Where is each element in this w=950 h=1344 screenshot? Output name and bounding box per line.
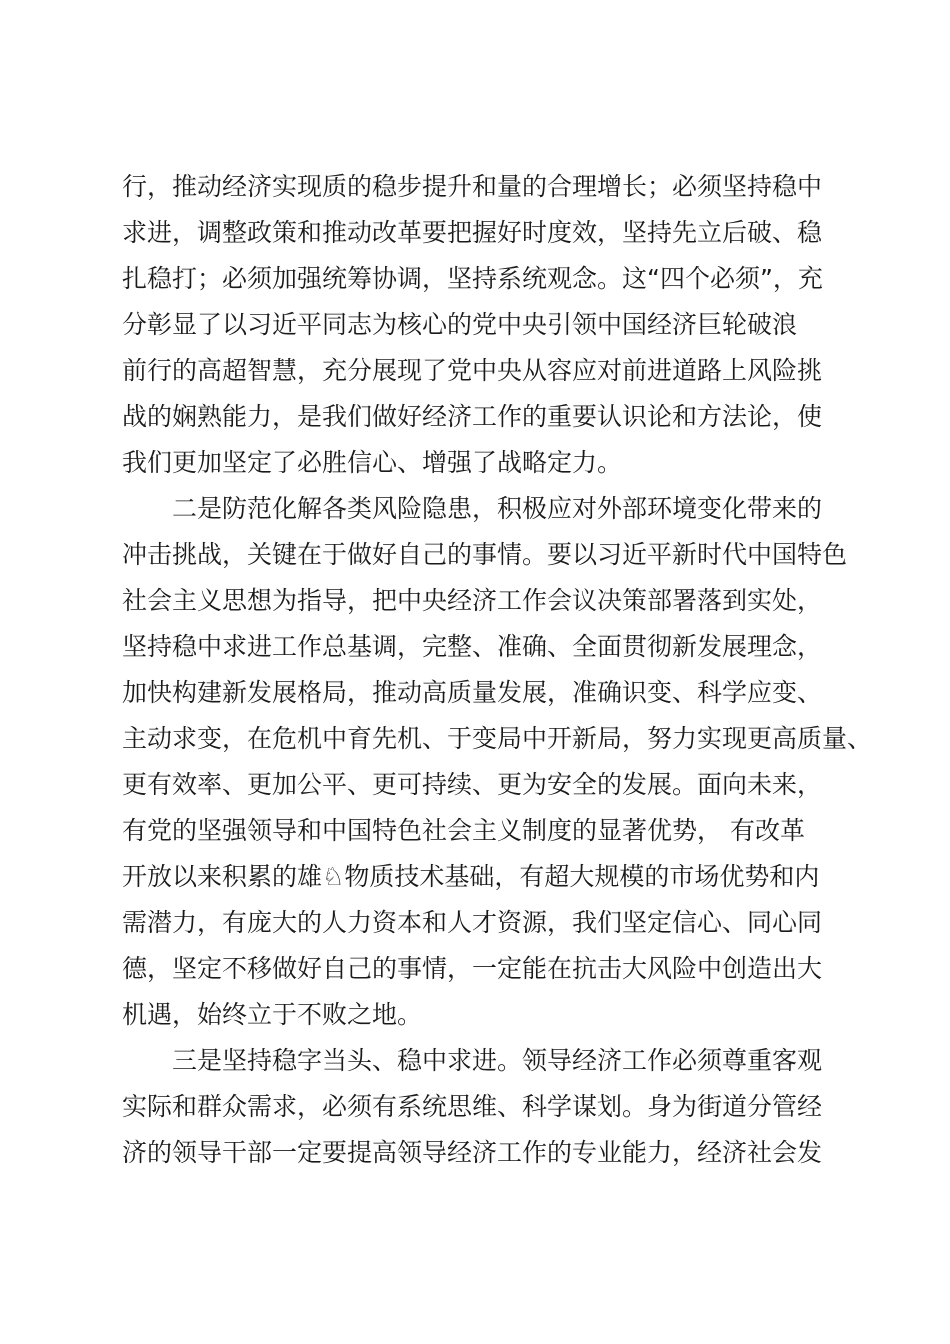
text-line: 分彰显了以习近平同志为核心的党中央引领中国经济巨轮破浪 (122, 310, 798, 339)
text-line: 坚持稳中求进工作总基调，完整、准确、全面贯彻新发展理念， (122, 632, 823, 661)
text-line: 开放以来积累的雄♘物质技术基础，有超大规模的市场优势和内 (122, 862, 820, 891)
text-line: 机遇，始终立于不败之地。 (122, 1000, 423, 1029)
text-line: 扎稳打；必须加强统筹协调，坚持系统观念。这“四个必须”，充 (122, 264, 823, 293)
text-line: 前行的高超智慧，充分展现了党中央从容应对前进道路上风险挑 (122, 356, 823, 385)
text-line: 需潜力，有庞大的人力资本和人才资源，我们坚定信心、同心同 (122, 908, 823, 937)
text-line: 我们更加坚定了必胜信心、增强了战略定力。 (122, 448, 623, 477)
text-line: 战的娴熟能力，是我们做好经济工作的重要认识论和方法论，使 (122, 402, 823, 431)
text-line: 冲击挑战，关键在于做好自己的事情。要以习近平新时代中国特色 (122, 540, 848, 569)
text-line: 实际和群众需求，必须有系统思维、科学谋划。身为街道分管经 (122, 1092, 823, 1121)
text-line: 更有效率、更加公平、更可持续、更为安全的发展。面向未来， (122, 770, 823, 799)
text-line: 济的领导干部一定要提高领导经济工作的专业能力，经济社会发 (122, 1138, 823, 1167)
text-line: 二是防范化解各类风险隐患，积极应对外部环境变化带来的 (172, 494, 823, 523)
text-line: 主动求变，在危机中育先机、于变局中开新局，努力实现更高质量、 (122, 724, 873, 753)
text-line: 社会主义思想为指导，把中央经济工作会议决策部署落到实处， (122, 586, 823, 615)
text-line: 加快构建新发展格局，推动高质量发展，准确识变、科学应变、 (122, 678, 823, 707)
text-line: 求进，调整政策和推动改革要把握好时度效，坚持先立后破、稳 (122, 218, 823, 247)
text-line: 三是坚持稳字当头、稳中求进。领导经济工作必须尊重客观 (172, 1046, 823, 1075)
text-line: 德，坚定不移做好自己的事情，一定能在抗击大风险中创造出大 (122, 954, 823, 983)
text-line: 行，推动经济实现质的稳步提升和量的合理增长；必须坚持稳中 (122, 172, 823, 201)
text-line: 有党的坚强领导和中国特色社会主义制度的显著优势， 有改革 (122, 816, 805, 845)
